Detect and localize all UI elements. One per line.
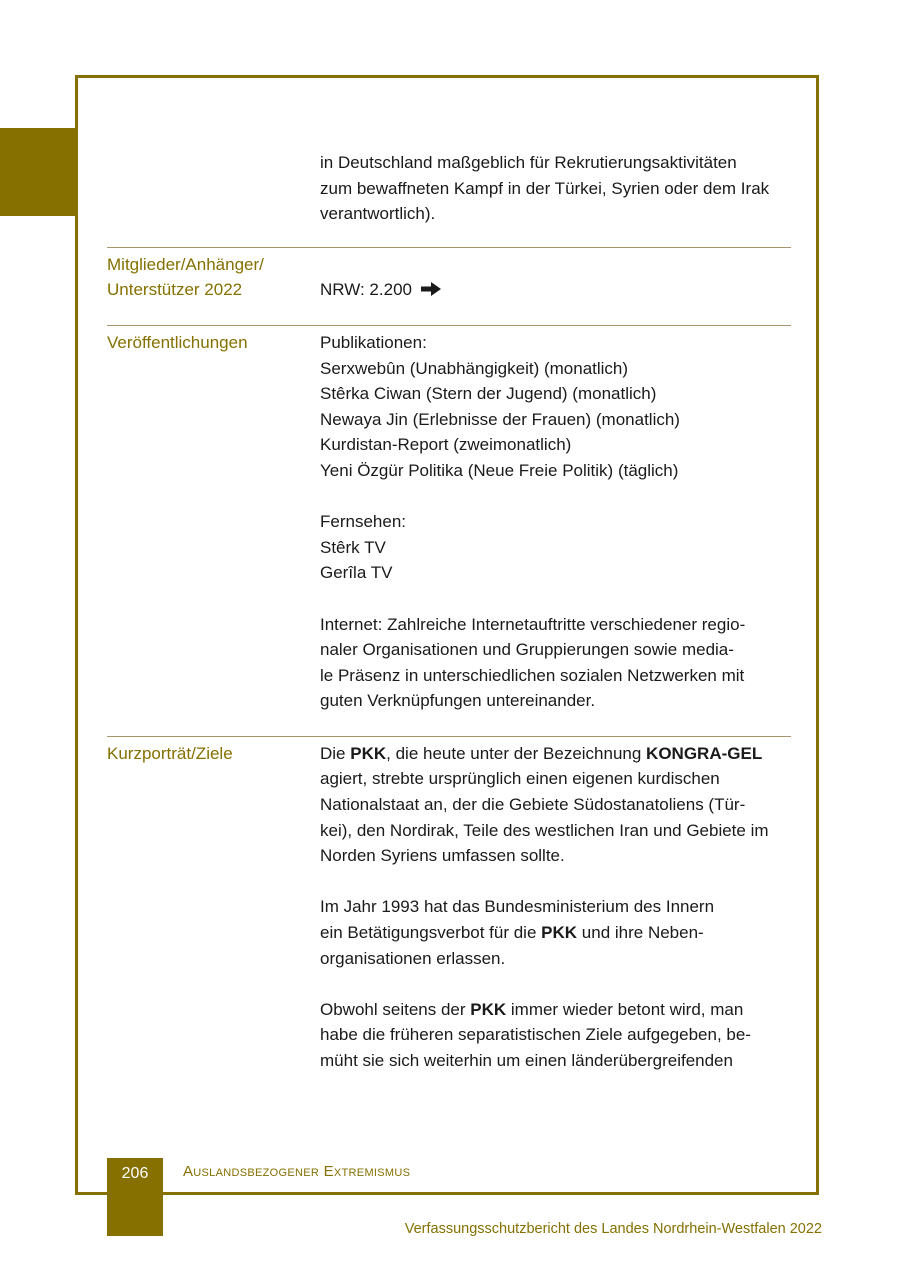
members-value-cell [320,252,791,303]
tv-heading: Fernsehen: [320,512,406,532]
text-line: verantwortlich). [320,204,436,224]
text-line: zum bewaffneten Kampf in der Türkei, Syrien oder dem Irak [320,178,770,198]
publications-row [107,325,791,736]
internet-line: guten Verknüpfungen untereinander. [320,691,596,711]
members-label [107,252,320,303]
internet-line: le Präsenz in unterschiedlichen sozialen Netzwerken mit [320,665,745,685]
profile-line: Die PKK, die heute unter der Bezeichnung KONGRA-GEL [320,743,763,763]
publications-label: Veröffentlichungen [107,332,248,352]
pkk-term: PKK [470,999,507,1019]
publication-item: Stêrka Ciwan (Stern der Jugend) (monatlich) [320,384,657,404]
publication-item: Kurdistan-Report (zweimonatlich) [320,435,572,455]
profile-line: Nationalstaat an, der die Gebiete Südostanatoliens (Tür- [320,795,746,815]
profile-line: Norden Syriens umfassen sollte. [320,846,565,866]
profile-line: ein Betätigungsverbot für die PKK und ihre Neben- [320,923,704,943]
arrow-right-icon [420,281,442,297]
intro-text [320,150,791,227]
pkk-term: PKK [350,743,387,763]
profile-line: Obwohl seitens der PKK immer wieder betont wird, man [320,999,744,1019]
chapter-title: Auslandsbezogener Extremismus [183,1163,411,1180]
pkk-term: PKK [541,923,578,943]
members-label-line: Mitglieder/Anhänger/ [107,254,264,274]
profile-line: agiert, strebte ursprünglich einen eigenen kurdischen [320,769,720,789]
profile-line: kei), den Nordirak, Teile des westlichen Iran und Gebiete im [320,820,769,840]
publication-item: Serxwebûn (Unabhängigkeit) (monatlich) [320,358,629,378]
info-table [107,150,791,1096]
report-footer: Verfassungsschutzbericht des Landes Nordrhein-Westfalen 2022 [404,1221,822,1237]
chapter-side-tab [0,128,77,216]
profile-line: organisationen erlassen. [320,948,506,968]
publication-item: Yeni Özgür Politika (Neue Freie Politik) (täglich) [320,460,679,480]
members-value: NRW: 2.200 [320,280,412,300]
kongra-gel-term: KONGRA-GEL [646,743,763,763]
publication-item: Newaya Jin (Erlebnisse der Frauen) (monatlich) [320,409,680,429]
members-row [107,247,791,325]
internet-line: naler Organisationen und Gruppierungen sowie media- [320,640,734,660]
page-number: 206 [107,1158,163,1236]
print-heading: Publikationen: [320,332,427,352]
text-line: in Deutschland maßgeblich für Rekrutierungsaktivitäten [320,153,737,172]
members-label-line: Unterstützer 2022 [107,280,243,300]
profile-line: habe die früheren separatistischen Ziele aufgegeben, be- [320,1025,751,1045]
publications-value [320,330,791,714]
profile-line: Im Jahr 1993 hat das Bundesministerium des Innern [320,897,715,917]
intro-row [107,150,791,247]
internet-line: Internet: Zahlreiche Internetauftritte verschiedener regio- [320,614,746,634]
profile-label: Kurzporträt/Ziele [107,743,233,763]
profile-row [107,736,791,1096]
intro-label [107,150,320,227]
profile-line: müht sie sich weiterhin um einen länderübergreifenden [320,1051,733,1070]
tv-item: Gerîla TV [320,563,393,583]
profile-value [320,741,791,1074]
tv-item: Stêrk TV [320,537,386,557]
